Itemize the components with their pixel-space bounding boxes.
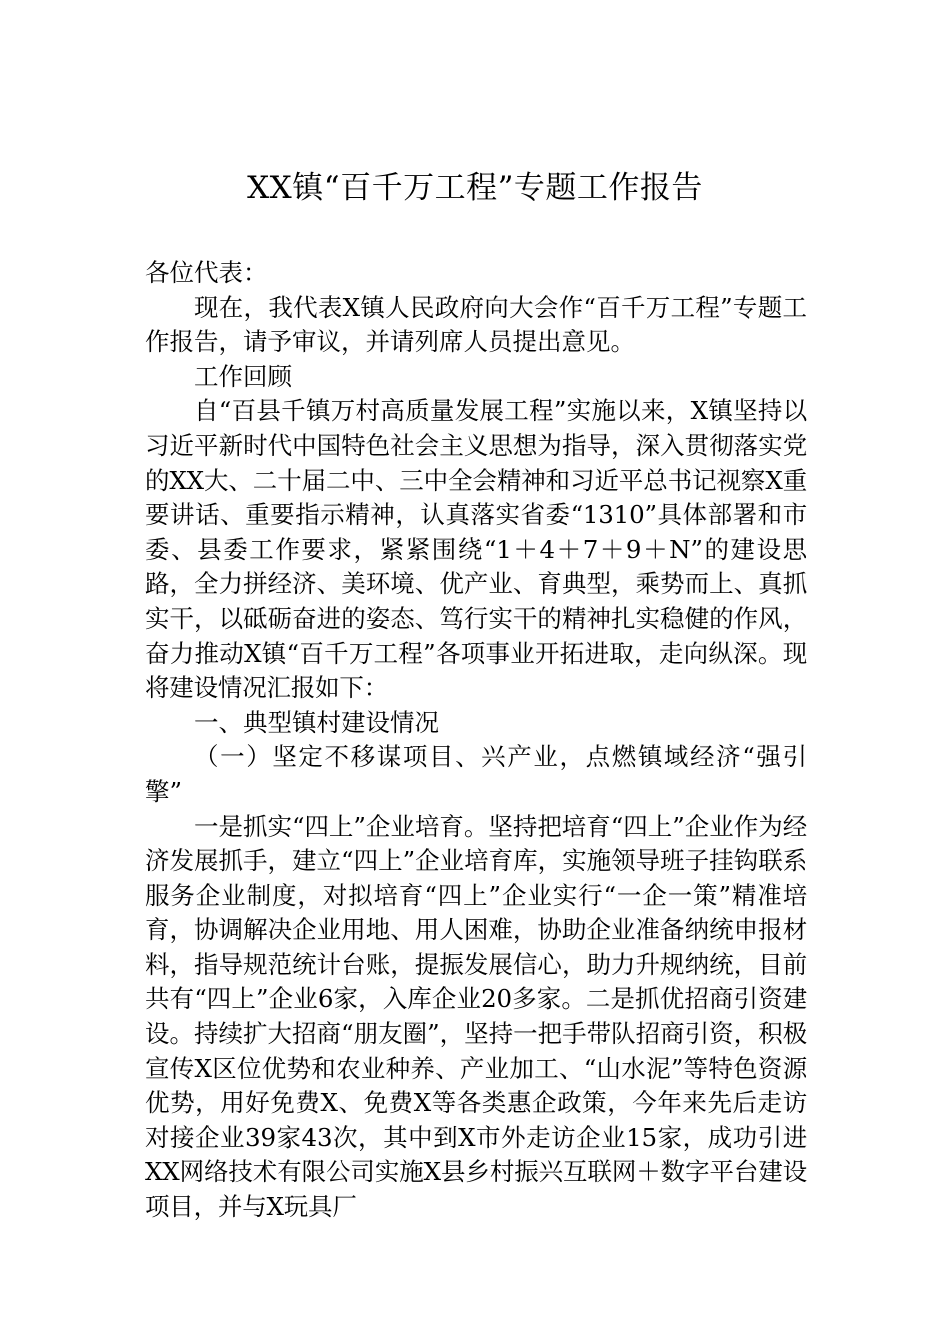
subsection-heading-1: （一）坚定不移谋项目、兴产业，点燃镇域经济“强引擎” — [145, 742, 807, 806]
heading-work-review: 工作回顾 — [194, 361, 292, 391]
intro-paragraph: 现在，我代表X镇人民政府向大会作“百千万工程”专题工作报告，请予审议，并请列席人员提出意见。 — [145, 292, 807, 357]
document-title: XX镇“百千万工程”专题工作报告 — [247, 170, 703, 206]
body-paragraph-1: 一是抓实“四上”企业培育。坚持把培育“四上”企业作为经济发展抓手，建立“四上”企业培育库，实施领导班子挂钩联系服务企业制度，对拟培育“四上”企业实行“一企一策”精准培育，协调解决企业用地、用人困难，协助企业准备纳统申报材料，指导规范统计台账，提振发展信心，助力升规纳统，目前共有“四上”企业6家，入库企业20多家。二是抓优招商引资建设。持续扩大招商“朋友圈”，坚持一把手带队招商引资，积极宣传X区位优势和农业种养、产业加工、“山水泥”等特色资源优势，用好免费X、免费X等各类惠企政策，今年来先后走访对接企业39家43次，其中到X市外走访企业15家，成功引进XX网络技术有限公司实施X县乡村振兴互联网＋数字平台建设项目，并与X玩具厂 — [145, 811, 807, 1222]
document-body — [145, 256, 807, 1225]
section-heading-1: 一、典型镇村建设情况 — [194, 707, 439, 737]
salutation: 各位代表： — [145, 258, 268, 287]
review-paragraph: 自“百县千镇万村高质量发展工程”实施以来，X镇坚持以习近平新时代中国特色社会主义思想为指导，深入贯彻落实党的XX大、二十届二中、三中全会精神和习近平总书记视察X重要讲话、重要指示精神，认真落实省委“1310”具体部署和市委、县委工作要求，紧紧围绕“1＋4＋7＋9＋N”的建设思路，全力拼经济、美环境、优产业、育典型，乘势而上、真抓实干，以砥砺奋进的姿态、笃行实干的精神扎实稳健的作风，奋力推动X镇“百千万工程”各项事业开拓进取，走向纵深。现将建设情况汇报如下： — [145, 396, 807, 703]
